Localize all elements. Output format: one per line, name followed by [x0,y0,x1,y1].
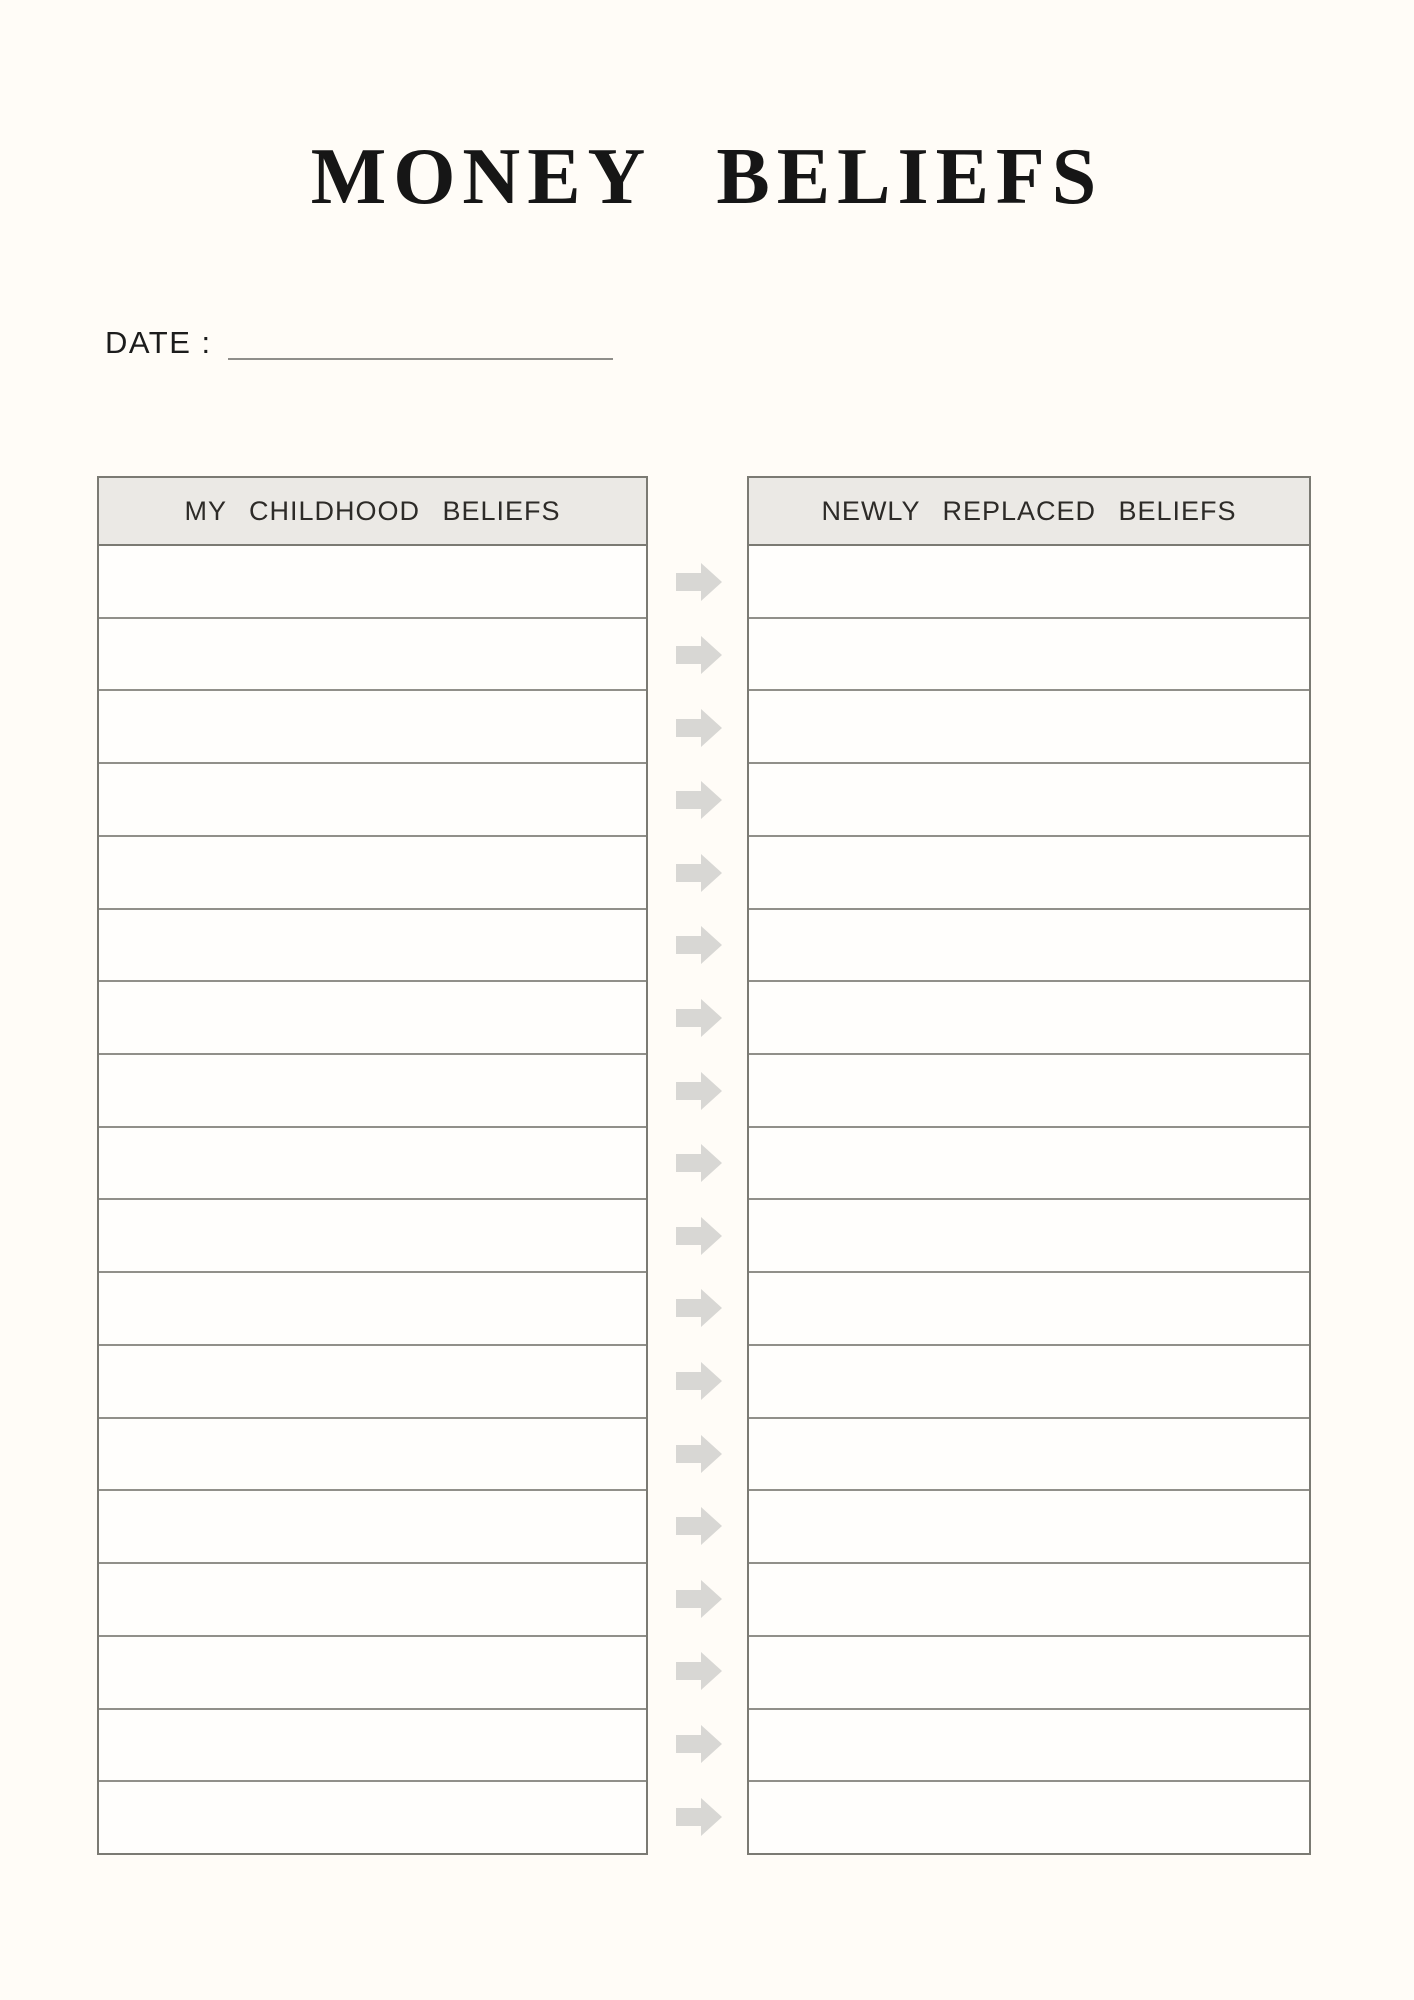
replaced-belief-row[interactable] [749,762,1309,835]
arrow-right-icon [676,998,722,1038]
childhood-belief-row[interactable] [99,980,646,1053]
arrows-column [650,546,747,1853]
replaced-belief-row[interactable] [749,546,1309,617]
arrow-right-icon [676,1143,722,1183]
childhood-belief-row[interactable] [99,908,646,981]
arrow-slot [650,1417,747,1490]
childhood-belief-row[interactable] [99,689,646,762]
arrow-right-icon [676,1361,722,1401]
arrow-right-icon [676,1579,722,1619]
date-input-line[interactable] [228,324,613,360]
arrow-slot [650,1635,747,1708]
replaced-belief-row[interactable] [749,980,1309,1053]
replaced-belief-row[interactable] [749,617,1309,690]
replaced-belief-row[interactable] [749,1344,1309,1417]
arrow-slot [650,1780,747,1853]
replaced-beliefs-body [749,546,1309,1853]
childhood-beliefs-header: MY CHILDHOOD BELIEFS [99,478,646,546]
arrow-right-icon [676,1071,722,1111]
childhood-belief-row[interactable] [99,1126,646,1199]
arrow-slot [650,1563,747,1636]
childhood-belief-row[interactable] [99,835,646,908]
childhood-belief-row[interactable] [99,1053,646,1126]
arrow-right-icon [676,1724,722,1764]
arrow-slot [650,1490,747,1563]
arrow-slot [650,691,747,764]
replaced-beliefs-table [747,476,1311,1855]
arrow-slot [650,1708,747,1781]
replaced-belief-row[interactable] [749,1780,1309,1853]
replaced-belief-row[interactable] [749,1708,1309,1781]
childhood-belief-row[interactable] [99,1417,646,1490]
childhood-beliefs-table [97,476,648,1855]
arrow-slot [650,1127,747,1200]
childhood-belief-row[interactable] [99,1489,646,1562]
replaced-belief-row[interactable] [749,1562,1309,1635]
childhood-belief-row[interactable] [99,617,646,690]
arrow-slot [650,836,747,909]
replaced-beliefs-header: NEWLY REPLACED BELIEFS [749,478,1309,546]
replaced-belief-row[interactable] [749,1198,1309,1271]
page-title: MONEY BELIEFS [310,133,1104,221]
arrow-slot [650,1054,747,1127]
replaced-belief-row[interactable] [749,689,1309,762]
arrow-slot [650,546,747,619]
arrow-slot [650,982,747,1055]
arrow-right-icon [676,1797,722,1837]
arrow-slot [650,1199,747,1272]
replaced-belief-row[interactable] [749,1126,1309,1199]
date-label: DATE : [105,325,212,360]
childhood-belief-row[interactable] [99,1271,646,1344]
replaced-belief-row[interactable] [749,908,1309,981]
arrow-right-icon [676,1434,722,1474]
arrow-right-icon [676,635,722,675]
childhood-belief-row[interactable] [99,1635,646,1708]
arrow-right-icon [676,1506,722,1546]
arrow-right-icon [676,853,722,893]
arrow-right-icon [676,708,722,748]
replaced-belief-row[interactable] [749,1271,1309,1344]
arrow-right-icon [676,780,722,820]
childhood-belief-row[interactable] [99,1780,646,1853]
replaced-belief-row[interactable] [749,1635,1309,1708]
replaced-belief-row[interactable] [749,1417,1309,1490]
arrow-slot [650,764,747,837]
arrow-slot [650,909,747,982]
childhood-belief-row[interactable] [99,1708,646,1781]
replaced-belief-row[interactable] [749,1489,1309,1562]
replaced-belief-row[interactable] [749,1053,1309,1126]
childhood-belief-row[interactable] [99,546,646,617]
date-row [105,324,613,360]
arrow-slot [650,619,747,692]
childhood-belief-row[interactable] [99,1198,646,1271]
arrow-right-icon [676,1651,722,1691]
arrow-right-icon [676,1216,722,1256]
arrow-right-icon [676,562,722,602]
childhood-belief-row[interactable] [99,1344,646,1417]
childhood-belief-row[interactable] [99,762,646,835]
arrow-right-icon [676,1288,722,1328]
childhood-beliefs-body [99,546,646,1853]
childhood-belief-row[interactable] [99,1562,646,1635]
replaced-belief-row[interactable] [749,835,1309,908]
arrow-slot [650,1345,747,1418]
arrow-slot [650,1272,747,1345]
arrow-right-icon [676,925,722,965]
